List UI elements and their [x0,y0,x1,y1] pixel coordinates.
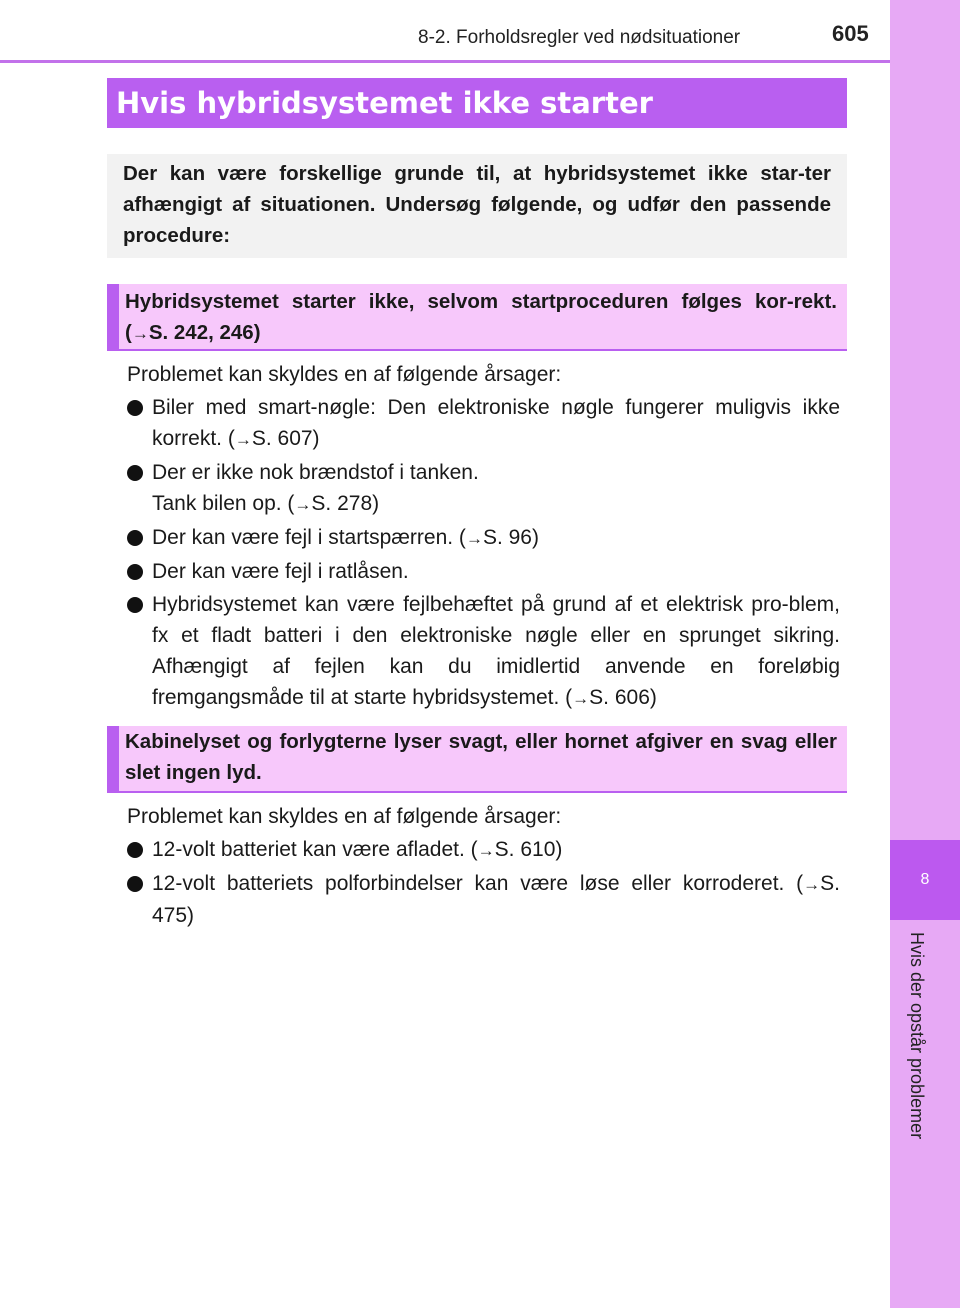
page-ref: S. 610) [494,838,563,861]
section-2-body [127,801,840,931]
section-2-heading [107,726,847,793]
arrow-icon: → [234,430,252,449]
list-item: 12-volt batteriets polforbindelser kan være løse eller korroderet. (→S. 475) [127,868,840,931]
section-1-lead: Problemet kan skyldes en af følgende årsager: [127,363,562,386]
page-ref: S. 278) [311,492,380,515]
intro-text: Der kan være forskellige grunde til, at hybridsystemet ikke star-ter afhængigt af situationen. Undersøg følgende, og udfør den passende procedure: [123,162,831,247]
chapter-title-vertical: Hvis der opstår problemer [907,932,927,1140]
list-item: Hybridsystemet kan være fejlbehæftet på grund af et elektrisk pro-blem, fx et fladt batteri i den elektroniske nøgle eller en sprunget sikring. Afhængigt af fejlen kan du imidlertid anvende en foreløbig fremgangsmåde til at starte hybridsystemet. (→S. 606) [127,589,840,714]
page-ref: S. 606) [589,686,657,709]
section-1-list [127,392,840,714]
list-item: Der kan være fejl i ratlåsen. [127,556,840,587]
section-1-heading [107,284,847,351]
bullet-dot-icon [127,530,143,546]
page-ref: S. 607) [251,427,320,450]
arrow-icon: → [803,875,821,894]
arrow-icon: → [465,529,483,548]
list-item: Biler med smart-nøgle: Den elektroniske nøgle fungerer muligvis ikke korrekt. (→S. 607) [127,392,840,455]
arrow-icon: → [131,324,149,343]
section-2-heading-text: Kabinelyset og forlygterne lyser svagt, eller hornet afgiver en svag eller slet ingen lyd. [125,730,837,784]
list-item: 12-volt batteriet kan være afladet. (→S. 610) [127,834,840,866]
page-title-banner [107,78,847,128]
page-ref: S. 475) [152,872,840,927]
list-item: Der kan være fejl i startspærren. (→S. 96) [127,522,840,554]
page-ref: S. 96) [482,526,539,549]
section-1-heading-text: Hybridsystemet starter ikke, selvom startproceduren følges kor-rekt. (→S. 242, 246) [125,290,837,344]
page-title: Hvis hybridsystemet ikke starter [116,86,653,120]
bullet-dot-icon [127,564,143,580]
intro-box [107,154,847,258]
section-1-body [127,359,840,714]
header-divider [0,60,890,63]
chapter-number: 8 [920,871,930,888]
arrow-icon: → [294,495,312,514]
bullet-dot-icon [127,597,143,613]
section-2-lead: Problemet kan skyldes en af følgende årsager: [127,805,562,828]
chapter-number-tab [890,840,960,920]
section-2-list [127,834,840,931]
bullet-dot-icon [127,465,143,481]
bullet-dot-icon [127,876,143,892]
list-item: Der er ikke nok brændstof i tanken. Tank bilen op. (→S. 278) [127,457,840,520]
bullet-dot-icon [127,842,143,858]
page-number: 605 [832,21,869,46]
arrow-icon: → [477,841,495,860]
page-ref: S. 242, 246) [148,321,261,344]
arrow-icon: → [572,689,590,708]
bullet-dot-icon [127,400,143,416]
section-reference: 8-2. Forholdsregler ved nødsituationer [418,27,741,48]
